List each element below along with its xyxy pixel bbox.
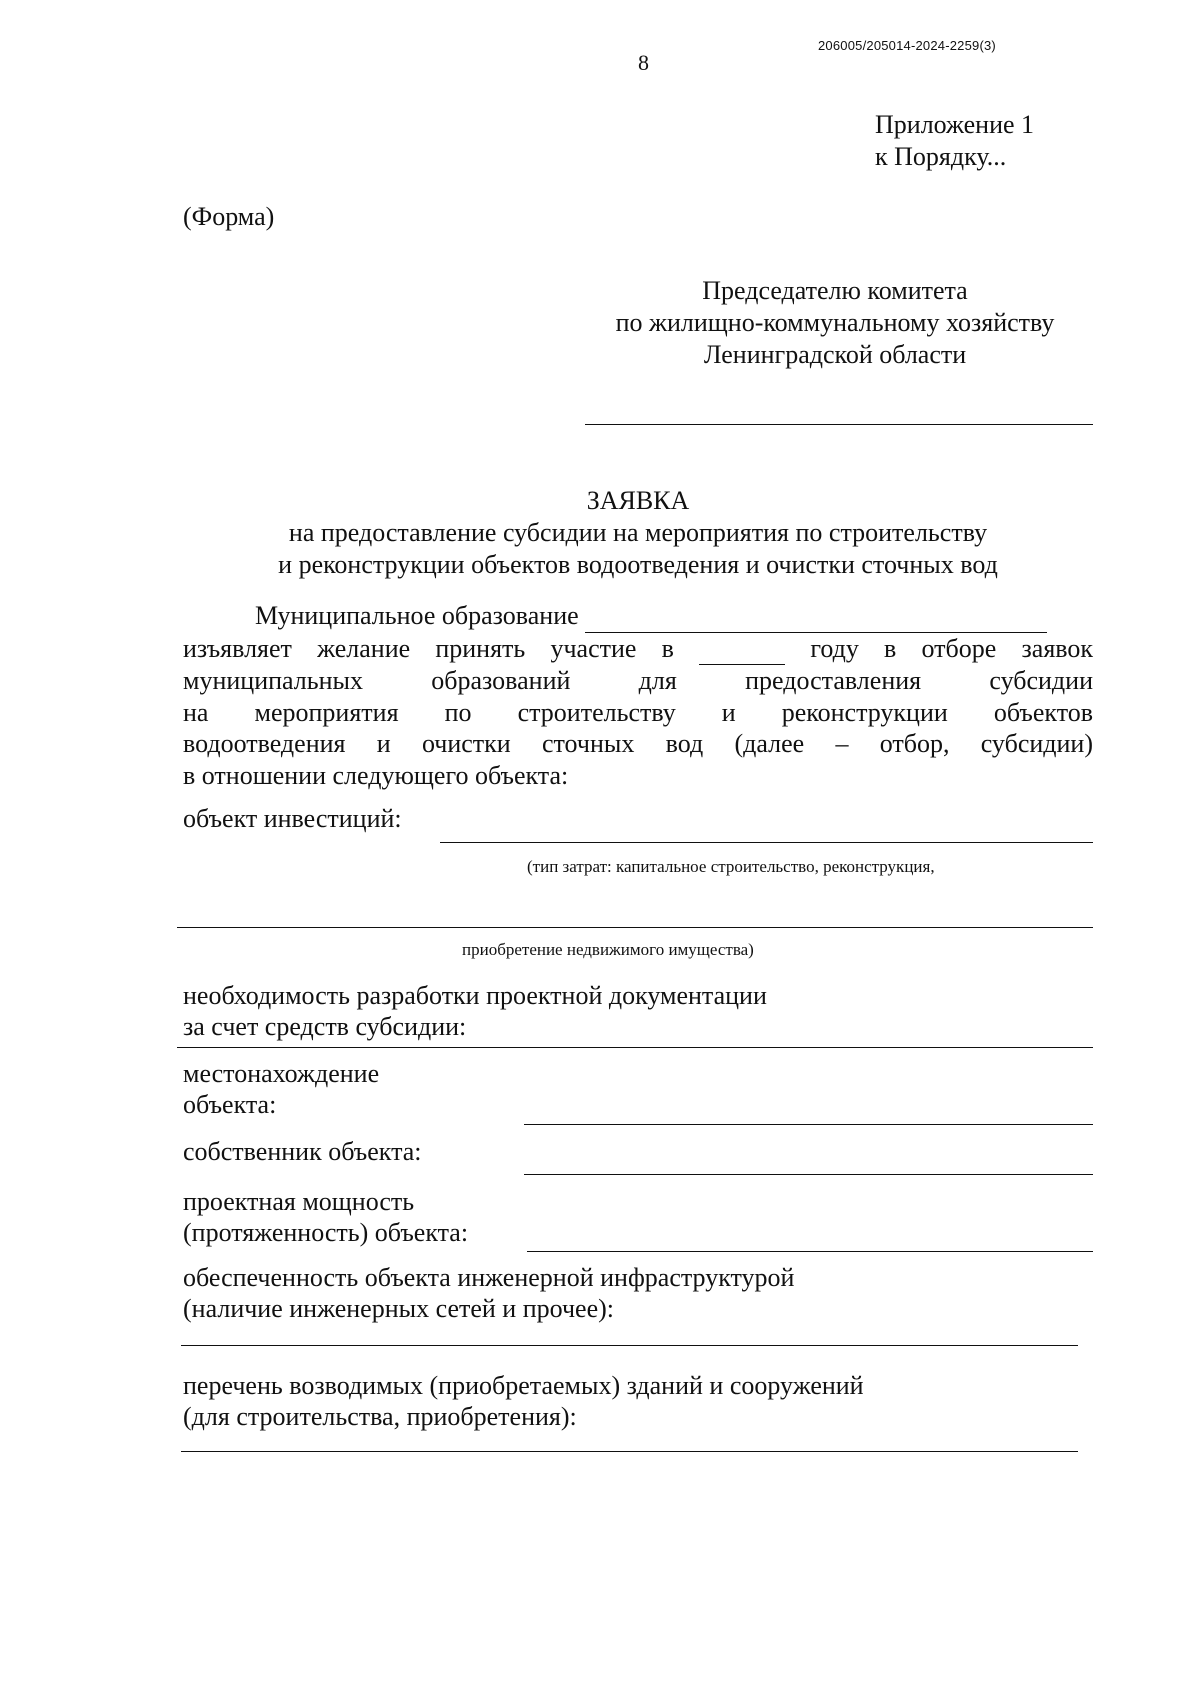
cost-type-field[interactable]	[177, 927, 1093, 928]
intro-row-2: изъявляет желание принять участие в году в отборе заявок	[183, 633, 1093, 666]
page-number: 8	[638, 50, 649, 75]
infrastructure-field[interactable]	[181, 1345, 1078, 1346]
intro-row-3: муниципальных образований для предоставления субсидии	[183, 666, 1093, 695]
application-title: ЗАЯВКА	[586, 486, 690, 515]
investment-object-field[interactable]	[440, 842, 1093, 843]
appendix-line-1: Приложение 1	[875, 110, 1035, 139]
municipality-label: Муниципальное образование	[255, 601, 579, 630]
design-docs-label: необходимость разработки проектной документации за счет средств субсидии:	[183, 981, 767, 1041]
buildings-label: перечень возводимых (приобретаемых) зданий и сооружений (для строительства, приобретения):	[183, 1371, 864, 1431]
municipality-field[interactable]	[585, 600, 1047, 633]
addressee-line-1: Председателю комитета	[702, 276, 968, 305]
intro-paragraph	[183, 600, 1093, 791]
addressee-block	[580, 275, 1090, 371]
cost-type-hint-1: (тип затрат: капитальное строительство, реконструкция,	[527, 857, 935, 876]
appendix-line-2: к Порядку...	[875, 142, 1007, 171]
appendix-reference	[875, 109, 1034, 173]
capacity-field[interactable]	[527, 1251, 1093, 1252]
addressee-line-2: по жилищно-коммунальному хозяйству	[615, 308, 1055, 337]
application-subtitle-2: и реконструкции объектов водоотведения и очистки сточных вод	[278, 550, 998, 579]
capacity-label: проектная мощность (протяженность) объекта:	[183, 1187, 469, 1247]
infrastructure-label: обеспеченность объекта инженерной инфраструктурой (наличие инженерных сетей и прочее):	[183, 1263, 795, 1323]
investment-object-label: объект инвестиций:	[183, 804, 402, 833]
design-docs-field[interactable]	[177, 1047, 1093, 1048]
addressee-signature-field[interactable]	[585, 424, 1093, 425]
cost-type-hint-2: приобретение недвижимого имущества)	[462, 940, 754, 959]
location-label: местонахождение объекта:	[183, 1059, 380, 1119]
form-label: (Форма)	[183, 202, 275, 231]
buildings-field[interactable]	[181, 1451, 1078, 1452]
owner-field[interactable]	[524, 1174, 1093, 1175]
intro-row-1	[183, 600, 1093, 633]
intro-row-4: на мероприятия по строительству и реконструкции объектов	[183, 697, 1093, 727]
addressee-line-3: Ленинградской области	[703, 340, 967, 369]
owner-label: собственник объекта:	[183, 1137, 422, 1166]
application-title-block	[183, 485, 1093, 581]
document-id: 206005/205014-2024-2259(3)	[818, 38, 996, 53]
application-subtitle-1: на предоставление субсидии на мероприятия по строительству	[288, 518, 988, 547]
location-field[interactable]	[524, 1124, 1093, 1125]
intro-row-5: водоотведения и очистки сточных вод (далее – отбор, субсидии)	[183, 729, 1093, 758]
year-field[interactable]	[699, 633, 785, 666]
intro-row-6: в отношении следующего объекта:	[183, 760, 569, 790]
